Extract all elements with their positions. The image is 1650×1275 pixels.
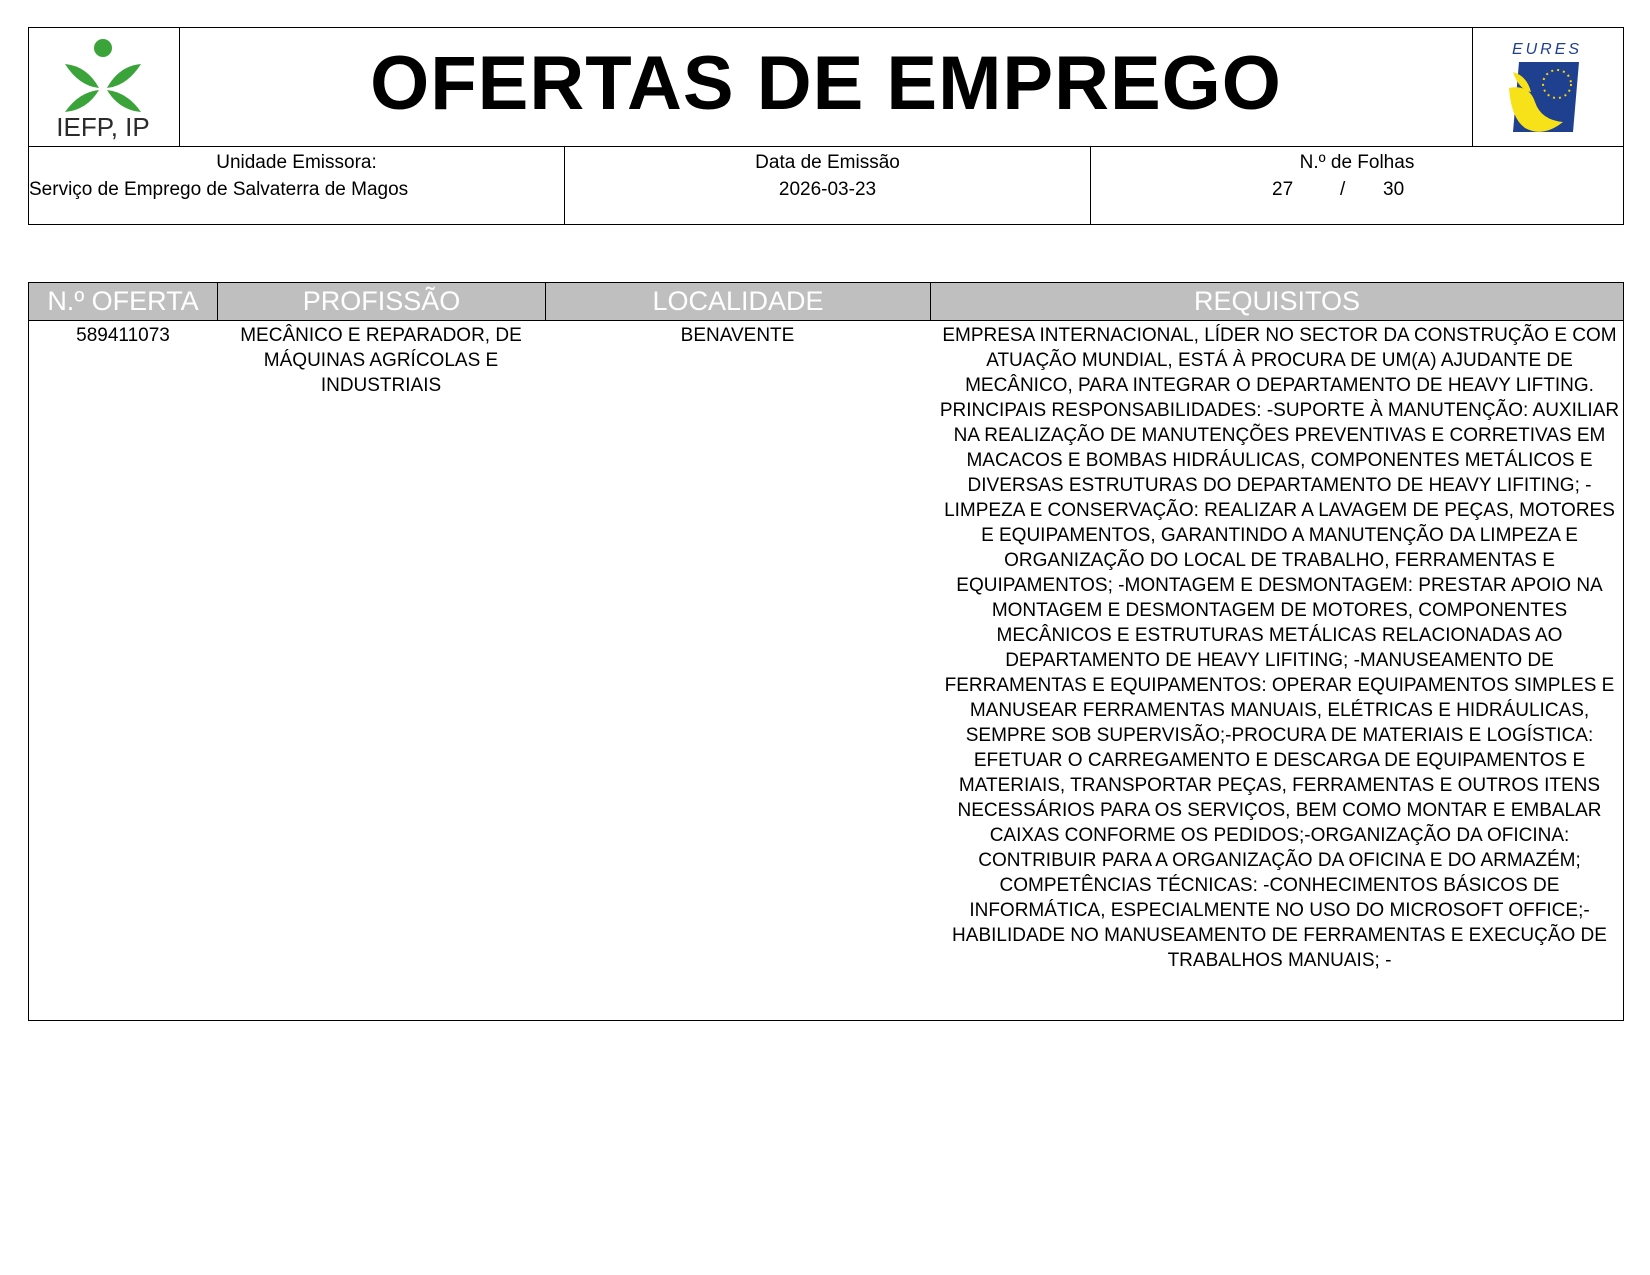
offers-table xyxy=(28,282,1624,1021)
offer-number: 589411073 xyxy=(76,325,170,346)
emission-date xyxy=(564,146,1090,224)
profession: MECÂNICO E REPARADOR, DE MÁQUINAS AGRÍCOLAS E INDUSTRIAIS xyxy=(240,325,522,396)
emission-date-value: 2026-03-23 xyxy=(778,179,877,200)
column-header-requirements: REQUISITOS xyxy=(930,283,1623,320)
sheet-count-label: N.º de Folhas xyxy=(1299,152,1415,173)
column-header-location: LOCALIDADE xyxy=(545,283,930,320)
eures-logo xyxy=(1472,28,1623,146)
sheet-count xyxy=(1090,146,1623,224)
sheet-current: 27 xyxy=(1272,179,1294,200)
emission-info xyxy=(28,146,1624,225)
sheet-total: 30 xyxy=(1383,179,1405,200)
issuing-unit-value: Serviço de Emprego de Salvaterra de Magos xyxy=(29,179,409,200)
requirements: EMPRESA INTERNACIONAL, LÍDER NO SECTOR DA CONSTRUÇÃO E COM ATUAÇÃO MUNDIAL, ESTÁ À PROCURA DE UM(A) AJUDANTE DE MECÂNICO, PARA INTEGRAR O DEPARTAMENTO DE HEAVY LIFTING. PRINCIPAIS RESPONSABILIDADES: -SUPORTE À MANUTENÇÃO: AUXILIAR NA REALIZAÇÃO DE MANUTENÇÕES PREVENTIVAS E CORRETIVAS EM MACACOS E BOMBAS HIDRÁULICAS, COMPONENTES METÁLICOS E DIVERSAS ESTRUTURAS DO DEPARTAMENTO DE HEAVY LIFITING; -LIMPEZA E CONSERVAÇÃO: REALIZAR A LAVAGEM DE PEÇAS, MOTORES E EQUIPAMENTOS, GARANTINDO A MANUTENÇÃO DA LIMPEZA E ORGANIZAÇÃO DO LOCAL DE TRABALHO, FERRAMENTAS E EQUIPAMENTOS; -MONTAGEM E DESMONTAGEM: PRESTAR APOIO NA MONTAGEM E DESMONTAGEM DE MOTORES, COMPONENTES MECÂNICOS E ESTRUTURAS METÁLICAS RELACIONADAS AO DEPARTAMENTO DE HEAVY LIFITING; -MANUSEAMENTO DE FERRAMENTAS E EQUIPAMENTOS: OPERAR EQUIPAMENTOS SIMPLES E MANUSEAR FERRAMENTAS MANUAIS, ELÉTRICAS E HIDRÁULICAS, SEMPRE SOB SUPERVISÃO;-PROCURA DE MATERIAIS E LOGÍSTICA: EFETUAR O CARREGAMENTO E DESCARGA DE EQUIPAMENTOS E MATERIAIS, TRANSPORTAR PEÇAS, FERRAMENTAS E OUTROS ITENS NECESSÁRIOS PARA OS SERVIÇOS, BEM COMO MONTAR E EMBALAR CAIXAS CONFORME OS PEDIDOS;-ORGANIZAÇÃO DA OFICINA: CONTRIBUIR PARA A ORGANIZAÇÃO DA OFICINA E DO ARMAZÉM; COMPETÊNCIAS TÉCNICAS: -CONHECIMENTOS BÁSICOS DE INFORMÁTICA, ESPECIALMENTE NO USO DO MICROSOFT OFFICE;-HABILIDADE NO MANUSEAMENTO DE FERRAMENTAS E EXECUÇÃO DE TRABALHOS MANUAIS; - xyxy=(939,325,1620,971)
column-header-profession: PROFISSÃO xyxy=(217,283,545,320)
page-title: OFERTAS DE EMPREGO xyxy=(370,40,1282,126)
issuing-unit-label: Unidade Emissora: xyxy=(216,152,377,173)
location: BENAVENTE xyxy=(680,325,795,346)
emission-date-label: Data de Emissão xyxy=(755,152,900,173)
document-header xyxy=(28,27,1624,147)
table-header xyxy=(29,283,1623,321)
eures-logo-icon xyxy=(1473,28,1623,146)
iefp-logo-icon xyxy=(29,28,179,146)
table-row xyxy=(29,321,1623,973)
svg-text:EURES: EURES xyxy=(1511,41,1583,58)
svg-text:IEFP, IP: IEFP, IP xyxy=(56,112,150,142)
issuing-unit xyxy=(29,146,564,224)
sheet-separator: / xyxy=(1340,179,1346,200)
iefp-logo xyxy=(29,28,180,146)
column-header-offer: N.º OFERTA xyxy=(47,286,199,316)
